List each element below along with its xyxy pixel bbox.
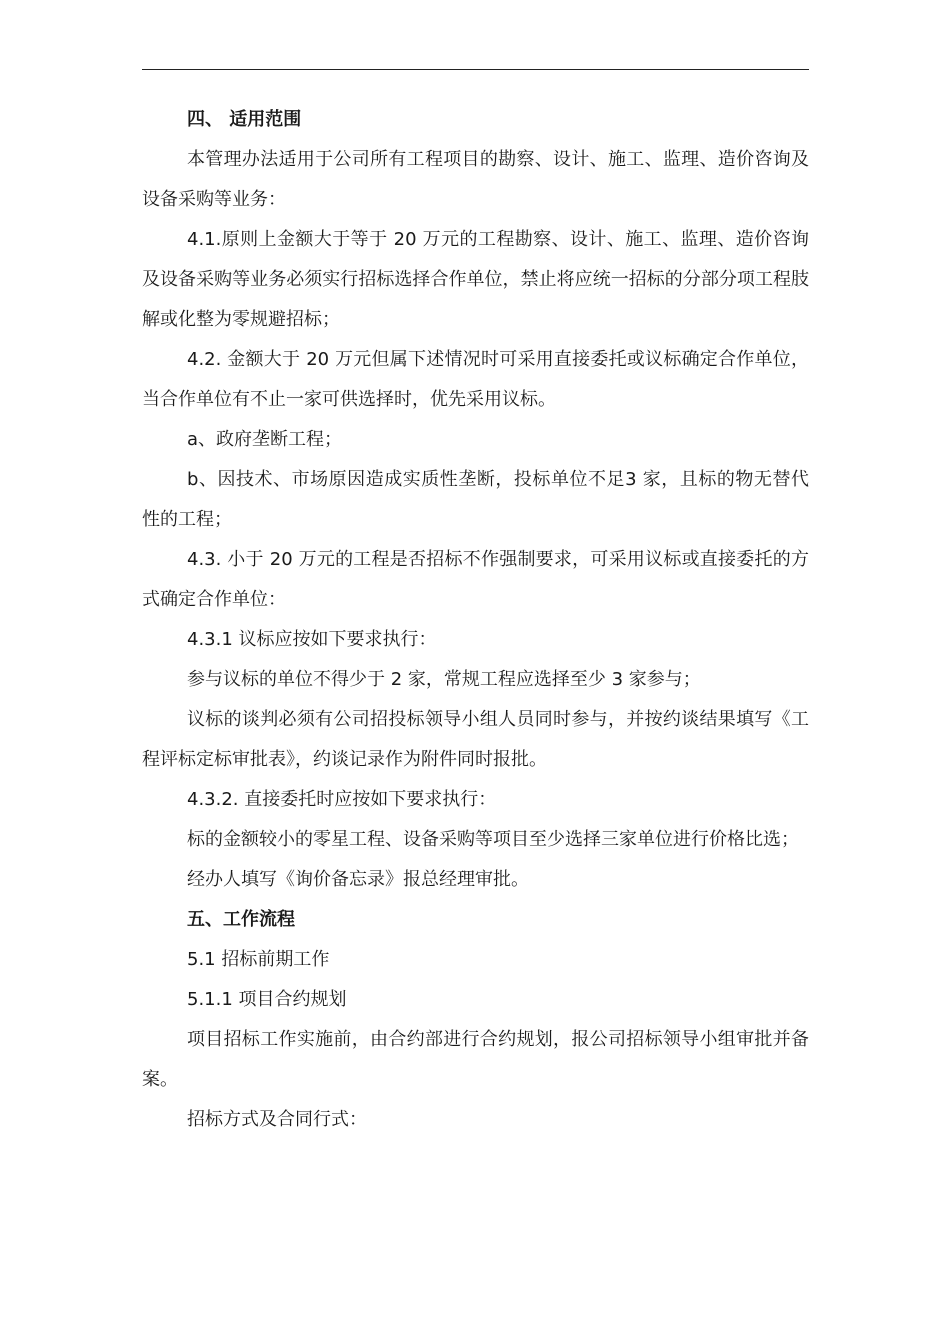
paragraph: 4.3.2. 直接委托时应按如下要求执行： (187, 789, 497, 810)
document-body (142, 100, 809, 1140)
section-heading-scope: 四、 适用范围 (187, 109, 302, 130)
paragraph: 本管理办法适用于公司所有工程项目的勘察、设计、施工、监理、造价咨询及设备采购等业务： (142, 149, 809, 210)
paragraph: 参与议标的单位不得少于 2 家，常规工程应选择至少 3 家参与； (187, 669, 701, 690)
paragraph: 5.1 招标前期工作 (187, 949, 330, 970)
section-heading-workflow: 五、工作流程 (187, 909, 295, 930)
paragraph: 项目招标工作实施前，由合约部进行合约规划，报公司招标领导小组审批并备案。 (142, 1029, 809, 1090)
paragraph: 议标的谈判必须有公司招投标领导小组人员同时参与，并按约谈结果填写《工程评标定标审批表》，约谈记录作为附件同时报批。 (142, 709, 809, 770)
paragraph: 4.3.1 议标应按如下要求执行： (187, 629, 437, 650)
paragraph: a、政府垄断工程； (187, 429, 343, 450)
paragraph: 4.1.原则上金额大于等于 20 万元的工程勘察、设计、施工、监理、造价咨询及设备采购等业务必须实行招标选择合作单位，禁止将应统一招标的分部分项工程肢解或化整为零规避招标； (142, 229, 809, 330)
paragraph: b、因技术、市场原因造成实质性垄断，投标单位不足3 家，且标的物无替代性的工程； (142, 469, 809, 530)
paragraph: 标的金额较小的零星工程、设备采购等项目至少选择三家单位进行价格比选； (187, 829, 799, 850)
header-rule (142, 69, 809, 70)
paragraph: 5.1.1 项目合约规划 (187, 989, 347, 1010)
paragraph: 招标方式及合同行式： (187, 1109, 367, 1130)
paragraph: 4.3. 小于 20 万元的工程是否招标不作强制要求，可采用议标或直接委托的方式确定合作单位： (142, 549, 809, 610)
paragraph: 4.2. 金额大于 20 万元但属下述情况时可采用直接委托或议标确定合作单位，当合作单位有不止一家可供选择时，优先采用议标。 (142, 349, 809, 410)
paragraph: 经办人填写《询价备忘录》报总经理审批。 (187, 869, 529, 890)
